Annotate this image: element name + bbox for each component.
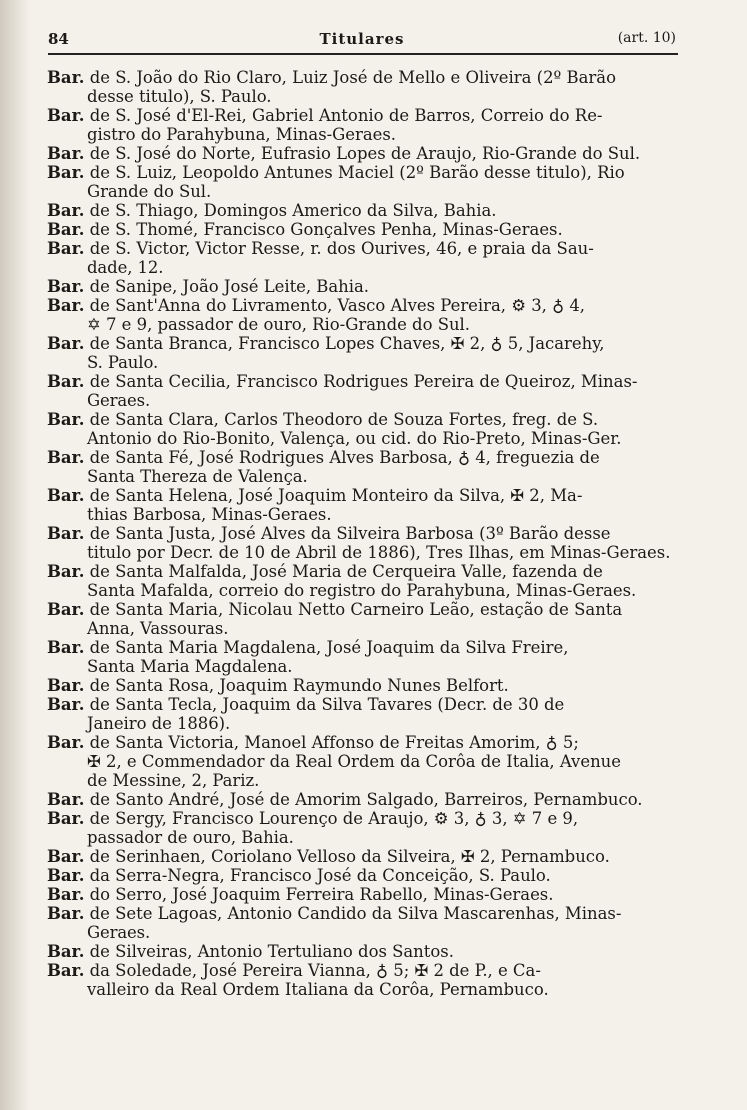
entry-label: Bar. [47, 885, 85, 904]
entry-label: Bar. [47, 296, 85, 315]
title-entry [47, 809, 680, 847]
entry-continuation-line: Geraes. [87, 391, 151, 410]
entry-first-line: Bar. de S. Victor, Victor Resse, r. dos Ourives, 46, e praia da Sau- [47, 239, 594, 258]
entry-first-line: Bar. de Santo André, José de Amorim Salgado, Barreiros, Pernambuco. [47, 790, 643, 809]
page-header [48, 30, 676, 50]
title-entry [47, 638, 680, 676]
entry-first-line: Bar. de Sete Lagoas, Antonio Candido da Silva Mascarenhas, Minas- [47, 904, 622, 923]
entry-label: Bar. [47, 163, 85, 182]
entry-first-line: Bar. de Santa Branca, Francisco Lopes Chaves, ✠ 2, ♁ 5, Jacarehy, [47, 334, 605, 353]
title-entry [47, 961, 680, 999]
entry-label: Bar. [47, 239, 85, 258]
entry-continuation-line: Janeiro de 1886). [87, 714, 231, 733]
header-rule [48, 53, 678, 55]
entry-continuation-line: gistro do Parahybuna, Minas-Geraes. [87, 125, 397, 144]
entry-first-line: Bar. de Santa Justa, José Alves da Silveira Barbosa (3º Barão desse [47, 524, 611, 543]
entry-label: Bar. [47, 790, 85, 809]
entry-label: Bar. [47, 904, 85, 923]
entry-label: Bar. [47, 106, 85, 125]
entry-label: Bar. [47, 68, 85, 87]
entry-first-line: Bar. de Santa Tecla, Joaquim da Silva Tavares (Decr. de 30 de [47, 695, 565, 714]
title-entry [47, 562, 680, 600]
entry-first-line: Bar. da Serra-Negra, Francisco José da Conceição, S. Paulo. [47, 866, 551, 885]
entry-label: Bar. [47, 144, 85, 163]
entry-first-line: Bar. de Serinhaen, Coriolano Velloso da Silveira, ✠ 2, Pernambuco. [47, 847, 610, 866]
title-entry [47, 733, 680, 790]
entry-label: Bar. [47, 961, 85, 980]
entry-continuation-line: thias Barbosa, Minas-Geraes. [87, 505, 332, 524]
entry-first-line: Bar. de Santa Malfalda, José Maria de Cerqueira Valle, fazenda de [47, 562, 603, 581]
page-number: 84 [48, 30, 69, 48]
entry-continuation-line: ✡ 7 e 9, passador de ouro, Rio-Grande do Sul. [87, 315, 471, 334]
entry-label: Bar. [47, 410, 85, 429]
title-entry [47, 600, 680, 638]
entry-first-line: Bar. de Santa Helena, José Joaquim Monteiro da Silva, ✠ 2, Ma- [47, 486, 583, 505]
title-entry [47, 676, 680, 695]
entry-label: Bar. [47, 486, 85, 505]
entry-first-line: Bar. de S. Thomé, Francisco Gonçalves Penha, Minas-Geraes. [47, 220, 563, 239]
title-entry [47, 410, 680, 448]
title-entry [47, 847, 680, 866]
entry-label: Bar. [47, 866, 85, 885]
entry-first-line: Bar. do Serro, José Joaquim Ferreira Rabello, Minas-Geraes. [47, 885, 554, 904]
title-entry [47, 163, 680, 201]
title-entry [47, 201, 680, 220]
entry-continuation-line: titulo por Decr. de 10 de Abril de 1886), Tres Ilhas, em Minas-Geraes. [87, 543, 671, 562]
entry-label: Bar. [47, 600, 85, 619]
entry-first-line: Bar. de S. João do Rio Claro, Luiz José de Mello e Oliveira (2º Barão [47, 68, 617, 87]
title-entry [47, 106, 680, 144]
title-entry [47, 866, 680, 885]
entry-label: Bar. [47, 372, 85, 391]
entry-continuation-line: Santa Thereza de Valença. [87, 467, 308, 486]
entry-first-line: Bar. de Santa Maria, Nicolau Netto Carneiro Leão, estação de Santa [47, 600, 623, 619]
entry-first-line: Bar. de Santa Rosa, Joaquim Raymundo Nunes Belfort. [47, 676, 509, 695]
entry-first-line: Bar. de Santa Maria Magdalena, José Joaquim da Silva Freire, [47, 638, 569, 657]
entry-continuation-line: Geraes. [87, 923, 151, 942]
entry-label: Bar. [47, 220, 85, 239]
entry-first-line: Bar. de S. José do Norte, Eufrasio Lopes de Araujo, Rio-Grande do Sul. [47, 144, 641, 163]
title-entry [47, 885, 680, 904]
entry-label: Bar. [47, 277, 85, 296]
entry-continuation-line: Santa Mafalda, correio do registro do Parahybuna, Minas-Geraes. [87, 581, 637, 600]
entry-label: Bar. [47, 448, 85, 467]
entry-continuation-line: Anna, Vassouras. [87, 619, 229, 638]
title-entry [47, 524, 680, 562]
entry-continuation-line: passador de ouro, Bahia. [87, 828, 294, 847]
entry-label: Bar. [47, 676, 85, 695]
entry-first-line: Bar. de Sergy, Francisco Lourenço de Araujo, ⚙ 3, ♁ 3, ✡ 7 e 9, [47, 809, 579, 828]
title-entry [47, 334, 680, 372]
title-entry [47, 372, 680, 410]
title-entry [47, 296, 680, 334]
title-entry [47, 790, 680, 809]
entry-first-line: Bar. de Sant'Anna do Livramento, Vasco Alves Pereira, ⚙ 3, ♁ 4, [47, 296, 586, 315]
entry-label: Bar. [47, 562, 85, 581]
entry-first-line: Bar. de Santa Victoria, Manoel Affonso de Freitas Amorim, ♁ 5; [47, 733, 579, 752]
title-entry [47, 144, 680, 163]
entry-list [47, 68, 680, 999]
entry-first-line: Bar. de S. Luiz, Leopoldo Antunes Maciel (2º Barão desse titulo), Rio [47, 163, 625, 182]
title-entry [47, 68, 680, 106]
page-gutter-shadow [0, 0, 30, 1110]
title-entry [47, 220, 680, 239]
title-entry [47, 239, 680, 277]
running-title: Titulares [319, 30, 405, 48]
entry-continuation-line: valleiro da Real Ordem Italiana da Corôa, Pernambuco. [87, 980, 549, 999]
entry-first-line: Bar. de Santa Clara, Carlos Theodoro de Souza Fortes, freg. de S. [47, 410, 599, 429]
entry-label: Bar. [47, 942, 85, 961]
entry-continuation-line: Antonio do Rio-Bonito, Valença, ou cid. do Rio-Preto, Minas-Ger. [87, 429, 622, 448]
entry-label: Bar. [47, 847, 85, 866]
entry-continuation-line: S. Paulo. [87, 353, 159, 372]
entry-first-line: Bar. de Santa Cecilia, Francisco Rodrigues Pereira de Queiroz, Minas- [47, 372, 638, 391]
entry-continuation-line: desse titulo), S. Paulo. [87, 87, 272, 106]
entry-continuation-line: dade, 12. [87, 258, 164, 277]
title-entry [47, 277, 680, 296]
entry-continuation-line: ✠ 2, e Commendador da Real Ordem da Corôa de Italia, Avenue [87, 752, 621, 771]
entry-label: Bar. [47, 809, 85, 828]
entry-continuation-line: Santa Maria Magdalena. [87, 657, 293, 676]
entry-continuation-line: Grande do Sul. [87, 182, 212, 201]
title-entry [47, 486, 680, 524]
entry-label: Bar. [47, 334, 85, 353]
entry-first-line: Bar. de S. José d'El-Rei, Gabriel Antonio de Barros, Correio do Re- [47, 106, 603, 125]
entry-first-line: Bar. da Soledade, José Pereira Vianna, ♁ 5; ✠ 2 de P., e Ca- [47, 961, 541, 980]
entry-label: Bar. [47, 524, 85, 543]
entry-label: Bar. [47, 201, 85, 220]
entry-first-line: Bar. de Silveiras, Antonio Tertuliano dos Santos. [47, 942, 454, 961]
entry-label: Bar. [47, 695, 85, 714]
entry-label: Bar. [47, 638, 85, 657]
title-entry [47, 942, 680, 961]
entry-first-line: Bar. de Sanipe, João José Leite, Bahia. [47, 277, 369, 296]
title-entry [47, 695, 680, 733]
entry-first-line: Bar. de S. Thiago, Domingos Americo da Silva, Bahia. [47, 201, 497, 220]
entry-label: Bar. [47, 733, 85, 752]
entry-continuation-line: de Messine, 2, Pariz. [87, 771, 260, 790]
title-entry [47, 904, 680, 942]
entry-first-line: Bar. de Santa Fé, José Rodrigues Alves Barbosa, ♁ 4, freguezia de [47, 448, 600, 467]
article-reference: (art. 10) [617, 30, 676, 46]
title-entry [47, 448, 680, 486]
